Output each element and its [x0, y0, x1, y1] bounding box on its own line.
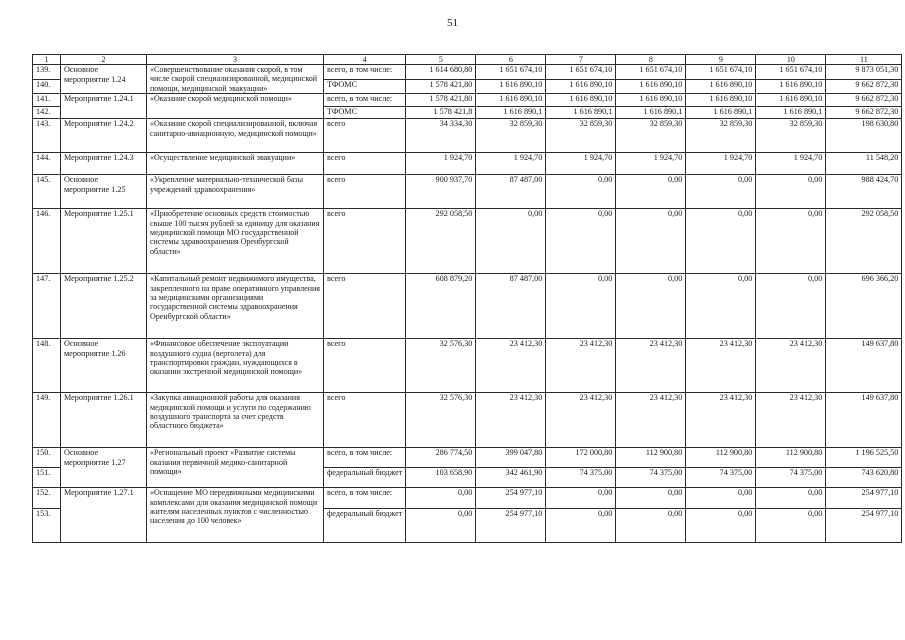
amount-cell: 1 651 674,10	[616, 65, 686, 80]
amount-cell: 0,00	[546, 488, 616, 509]
event-name-cell: Основное мероприятие 1.24	[61, 65, 147, 94]
amount-cell: 1 578 421,8	[406, 107, 476, 119]
amount-cell: 0,00	[616, 488, 686, 509]
amount-cell: 1 616 890,10	[616, 80, 686, 94]
amount-cell: 9 873 051,30	[826, 65, 902, 80]
amount-cell: 254 977,10	[826, 509, 902, 543]
amount-cell: 342 461,90	[476, 468, 546, 488]
amount-cell: 1 616 890,1	[616, 107, 686, 119]
column-header: 9	[686, 55, 756, 65]
amount-cell: 23 412,30	[476, 393, 546, 448]
amount-cell: 1 614 680,80	[406, 65, 476, 80]
amount-cell: 9 662 872,30	[826, 94, 902, 107]
funding-source-cell: ТФОМС	[324, 107, 406, 119]
amount-cell: 87 487,00	[476, 175, 546, 209]
amount-cell: 32 576,30	[406, 339, 476, 393]
row-number-cell: 140.	[33, 80, 61, 94]
amount-cell: 1 616 890,10	[546, 94, 616, 107]
amount-cell: 23 412,30	[546, 393, 616, 448]
row-number-cell: 149.	[33, 393, 61, 448]
amount-cell: 112 900,80	[616, 448, 686, 468]
amount-cell: 23 412,30	[546, 339, 616, 393]
event-name-cell: Мероприятие 1.25.2	[61, 274, 147, 339]
table-row	[33, 94, 902, 107]
table-row	[33, 209, 902, 274]
column-header: 3	[147, 55, 324, 65]
amount-cell: 399 047,80	[476, 448, 546, 468]
row-number-cell: 148.	[33, 339, 61, 393]
amount-cell: 9 662 872,30	[826, 107, 902, 119]
amount-cell: 23 412,30	[686, 393, 756, 448]
amount-cell: 32 859,30	[546, 119, 616, 153]
event-name-cell: Мероприятие 1.24.2	[61, 119, 147, 153]
amount-cell: 1 578 421,80	[406, 94, 476, 107]
amount-cell: 1 651 674,10	[756, 65, 826, 80]
row-number-cell: 153.	[33, 509, 61, 543]
amount-cell: 0,00	[756, 488, 826, 509]
column-header: 8	[616, 55, 686, 65]
amount-cell: 32 859,30	[616, 119, 686, 153]
amount-cell: 0,00	[686, 209, 756, 274]
amount-cell: 1 924,70	[476, 153, 546, 175]
amount-cell: 0,00	[616, 175, 686, 209]
event-description-cell: «Оказание скорой специализированной, включая санитарно-авиационную, медицинской помощи»	[147, 119, 324, 153]
event-name-cell: Основное мероприятие 1.25	[61, 175, 147, 209]
row-number-cell: 152.	[33, 488, 61, 509]
amount-cell: 988 424,70	[826, 175, 902, 209]
row-number-cell: 151.	[33, 468, 61, 488]
table-row	[33, 175, 902, 209]
amount-cell: 23 412,30	[616, 393, 686, 448]
funding-source-cell: всего, в том числе:	[324, 488, 406, 509]
table-row	[33, 274, 902, 339]
amount-cell: 32 576,30	[406, 393, 476, 448]
table-row	[33, 339, 902, 393]
amount-cell: 1 616 890,1	[756, 107, 826, 119]
event-description-cell: «Укрепление материально-технической базы учреждений здравоохранения»	[147, 175, 324, 209]
amount-cell: 0,00	[616, 509, 686, 543]
amount-cell: 0,00	[406, 488, 476, 509]
row-number-cell: 141.	[33, 94, 61, 107]
amount-cell: 34 334,30	[406, 119, 476, 153]
amount-cell: 11 548,20	[826, 153, 902, 175]
event-description-cell: «Оснащение МО передвижными медицинскими комплексами для оказания медицинской помощи жителям населенных пунктов с численностью населения до 100 человек»	[147, 488, 324, 543]
column-header: 11	[826, 55, 902, 65]
funding-source-cell: ТФОМС	[324, 80, 406, 94]
amount-cell: 0,00	[616, 274, 686, 339]
event-name-cell: Основное мероприятие 1.26	[61, 339, 147, 393]
amount-cell: 254 977,10	[826, 488, 902, 509]
event-name-cell: Мероприятие 1.26.1	[61, 393, 147, 448]
amount-cell: 1 924,70	[616, 153, 686, 175]
row-number-cell: 142.	[33, 107, 61, 119]
amount-cell: 112 900,80	[756, 448, 826, 468]
table-row	[33, 448, 902, 468]
amount-cell: 0,00	[616, 209, 686, 274]
amount-cell: 1 924,70	[686, 153, 756, 175]
column-header: 2	[61, 55, 147, 65]
amount-cell: 696 366,20	[826, 274, 902, 339]
funding-source-cell: федеральный бюджет	[324, 509, 406, 543]
amount-cell: 1 616 890,1	[546, 107, 616, 119]
amount-cell: 0,00	[686, 509, 756, 543]
event-description-cell: «Региональный проект «Развитие системы оказания первичной медико-санитарной помощи»	[147, 448, 324, 488]
amount-cell: 1 616 890,10	[476, 80, 546, 94]
amount-cell: 292 058,50	[406, 209, 476, 274]
event-name-cell: Основное мероприятие 1.27	[61, 448, 147, 488]
amount-cell: 0,00	[406, 509, 476, 543]
amount-cell: 0,00	[686, 274, 756, 339]
amount-cell: 1 616 890,10	[756, 80, 826, 94]
column-header: 5	[406, 55, 476, 65]
amount-cell: 87 487,00	[476, 274, 546, 339]
amount-cell: 172 000,80	[546, 448, 616, 468]
event-name-cell: Мероприятие 1.25.1	[61, 209, 147, 274]
amount-cell: 1 616 890,10	[546, 80, 616, 94]
event-name-cell: Мероприятие 1.24.3	[61, 153, 147, 175]
amount-cell: 1 578 421,80	[406, 80, 476, 94]
amount-cell: 254 977,10	[476, 488, 546, 509]
column-header: 1	[33, 55, 61, 65]
amount-cell: 0,00	[756, 274, 826, 339]
event-description-cell: «Осуществление медицинской эвакуации»	[147, 153, 324, 175]
amount-cell: 0,00	[546, 274, 616, 339]
amount-cell: 0,00	[686, 175, 756, 209]
event-description-cell: «Капитальный ремонт недвижимого имущества, закрепленного на праве оперативного управления за медицинскими организациями государственной системы здравоохранения Оренбургской области»	[147, 274, 324, 339]
event-name-cell: Мероприятие 1.27.1	[61, 488, 147, 543]
amount-cell: 1 616 890,10	[476, 94, 546, 107]
amount-cell: 292 058,50	[826, 209, 902, 274]
amount-cell: 286 774,50	[406, 448, 476, 468]
amount-cell: 149 637,80	[826, 393, 902, 448]
table-row	[33, 393, 902, 448]
column-header: 6	[476, 55, 546, 65]
amount-cell: 1 924,70	[406, 153, 476, 175]
amount-cell: 0,00	[756, 175, 826, 209]
amount-cell: 74 375,00	[546, 468, 616, 488]
funding-source-cell: всего	[324, 274, 406, 339]
amount-cell: 32 859,30	[756, 119, 826, 153]
amount-cell: 103 658,90	[406, 468, 476, 488]
amount-cell: 1 651 674,10	[546, 65, 616, 80]
amount-cell: 1 616 890,1	[686, 107, 756, 119]
funding-source-cell: всего	[324, 175, 406, 209]
amount-cell: 0,00	[686, 488, 756, 509]
amount-cell: 149 637,80	[826, 339, 902, 393]
amount-cell: 23 412,30	[616, 339, 686, 393]
amount-cell: 32 859,30	[476, 119, 546, 153]
funding-source-cell: всего, в том числе:	[324, 65, 406, 80]
amount-cell: 74 375,00	[686, 468, 756, 488]
column-header: 7	[546, 55, 616, 65]
table-row	[33, 488, 902, 509]
funding-source-cell: всего	[324, 153, 406, 175]
row-number-cell: 147.	[33, 274, 61, 339]
amount-cell: 1 924,70	[546, 153, 616, 175]
amount-cell: 1 616 890,10	[686, 80, 756, 94]
amount-cell: 900 937,70	[406, 175, 476, 209]
amount-cell: 23 412,30	[756, 393, 826, 448]
row-number-cell: 143.	[33, 119, 61, 153]
amount-cell: 23 412,30	[756, 339, 826, 393]
amount-cell: 1 196 525,50	[826, 448, 902, 468]
amount-cell: 0,00	[756, 209, 826, 274]
row-number-cell: 146.	[33, 209, 61, 274]
amount-cell: 1 616 890,10	[686, 94, 756, 107]
amount-cell: 1 651 674,10	[476, 65, 546, 80]
amount-cell: 743 620,80	[826, 468, 902, 488]
amount-cell: 9 662 872,30	[826, 80, 902, 94]
funding-source-cell: всего, в том числе:	[324, 448, 406, 468]
budget-table	[32, 54, 902, 543]
amount-cell: 254 977,10	[476, 509, 546, 543]
row-number-cell: 139.	[33, 65, 61, 80]
row-number-cell: 144.	[33, 153, 61, 175]
row-number-cell: 150.	[33, 448, 61, 468]
amount-cell: 32 859,30	[686, 119, 756, 153]
amount-cell: 23 412,30	[686, 339, 756, 393]
funding-source-cell: федеральный бюджет	[324, 468, 406, 488]
amount-cell: 74 375,00	[756, 468, 826, 488]
header-row	[33, 55, 902, 65]
event-description-cell: «Финансовое обеспечение эксплуатации воздушного судна (вертолета) для транспортировки граждан, нуждающихся в оказании экстренной медицинской помощи»	[147, 339, 324, 393]
amount-cell: 1 616 890,10	[616, 94, 686, 107]
table-row	[33, 119, 902, 153]
amount-cell: 198 630,80	[826, 119, 902, 153]
amount-cell: 1 651 674,10	[686, 65, 756, 80]
column-header: 4	[324, 55, 406, 65]
event-description-cell: «Приобретение основных средств стоимостью свыше 100 тысяч рублей за единицу для оказания медицинской помощи МО государственной системы здравоохранения Оренбургской области»	[147, 209, 324, 274]
funding-source-cell: всего	[324, 209, 406, 274]
amount-cell: 1 924,70	[756, 153, 826, 175]
funding-source-cell: всего	[324, 339, 406, 393]
row-number-cell: 145.	[33, 175, 61, 209]
event-name-cell: Мероприятие 1.24.1	[61, 94, 147, 119]
table-row	[33, 65, 902, 80]
amount-cell: 608 879,20	[406, 274, 476, 339]
event-description-cell: «Совершенствование оказания скорой, в том числе скорой специализированной, медицинской помощи, медицинской эвакуации»	[147, 65, 324, 94]
funding-source-cell: всего, в том числе:	[324, 94, 406, 107]
funding-source-cell: всего	[324, 119, 406, 153]
event-description-cell: «Оказание скорой медицинской помощи»	[147, 94, 324, 119]
amount-cell: 0,00	[546, 175, 616, 209]
event-description-cell: «Закупка авиационной работы для оказания медицинской помощи и услуги по содержанию воздушного транспорта за счет средств областного бюджета»	[147, 393, 324, 448]
amount-cell: 0,00	[546, 509, 616, 543]
amount-cell: 1 616 890,10	[756, 94, 826, 107]
amount-cell: 112 900,80	[686, 448, 756, 468]
funding-source-cell: всего	[324, 393, 406, 448]
amount-cell: 1 616 890,1	[476, 107, 546, 119]
page-number: 51	[447, 17, 458, 29]
amount-cell: 74 375,00	[616, 468, 686, 488]
amount-cell: 0,00	[546, 209, 616, 274]
amount-cell: 0,00	[756, 509, 826, 543]
amount-cell: 0,00	[476, 209, 546, 274]
amount-cell: 23 412,30	[476, 339, 546, 393]
table-row	[33, 153, 902, 175]
column-header: 10	[756, 55, 826, 65]
